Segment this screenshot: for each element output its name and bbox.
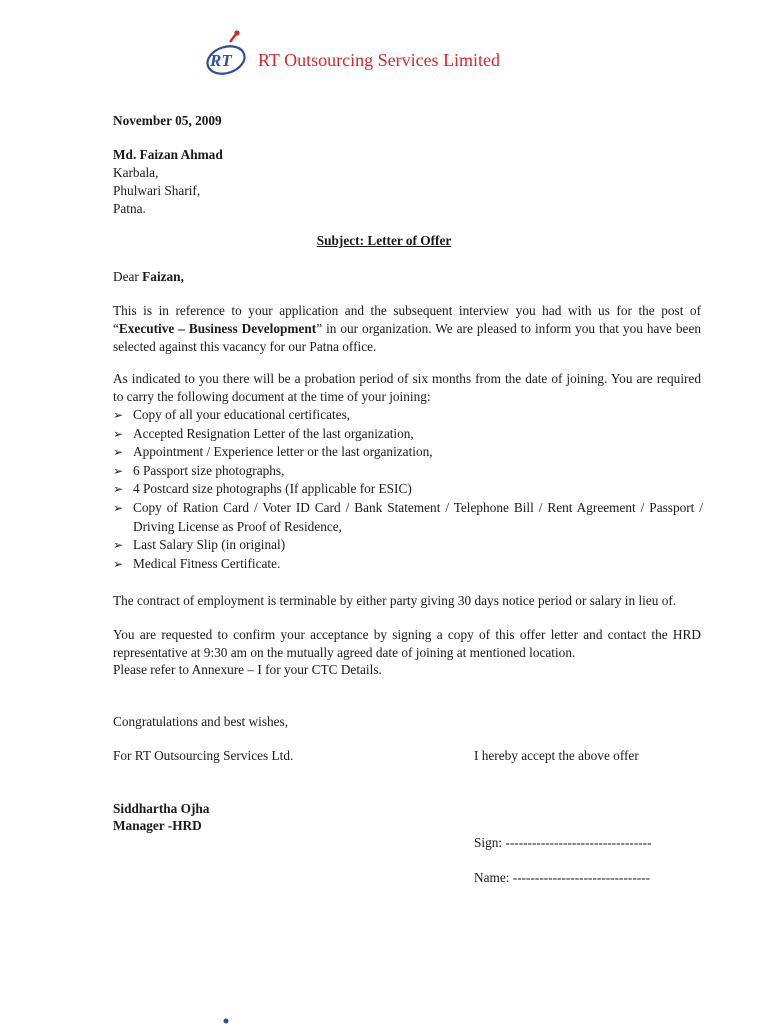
intro-paragraph	[113, 302, 701, 356]
list-item: ➢ Copy of all your educational certificates,	[113, 406, 703, 425]
position-title: Executive – Business Development	[118, 321, 317, 336]
salutation	[113, 268, 184, 286]
list-item: ➢ 4 Postcard size photographs (If applicable for ESIC)	[113, 480, 703, 499]
signatory-title: Manager -HRD	[113, 818, 202, 833]
subject-text: Subject: Letter of Offer	[316, 233, 452, 248]
list-item: ➢ Last Salary Slip (in original)	[113, 536, 703, 555]
intro-text-2: ” in our organization. We are pleased to inform you that you have been selected against this vacancy for our Patna office.	[113, 321, 701, 354]
documents-list	[113, 406, 703, 573]
arrow-bullet-icon: ➢	[113, 556, 124, 571]
letter-date: November 05, 2009	[113, 113, 222, 128]
acceptance-paragraph: You are requested to confirm your acceptance by signing a copy of this offer letter and contact the HRD representative at 9:30 am on the mutually agreed date of joining at mentioned location.	[113, 627, 701, 660]
list-item: ➢ Appointment / Experience letter or the last organization,	[113, 443, 703, 462]
salutation-name: Faizan,	[142, 269, 184, 284]
contract-paragraph: The contract of employment is terminable by either party giving 30 days notice period or salary in lieu of.	[113, 593, 677, 608]
company-name: RT Outsourcing Services Limited	[258, 50, 501, 70]
list-item: ➢ 6 Passport size photographs,	[113, 462, 703, 481]
list-item: ➢ Accepted Resignation Letter of the last organization,	[113, 425, 703, 444]
arrow-bullet-icon: ➢	[113, 445, 124, 460]
list-item: ➢ Medical Fitness Certificate.	[113, 555, 703, 574]
subject-heading	[0, 233, 768, 249]
accept-offer-text: I hereby accept the above offer	[474, 748, 639, 763]
arrow-bullet-icon: ➢	[113, 463, 124, 478]
recipient-address-line: Patna.	[113, 201, 146, 216]
intro-text-1: This is in reference to your application and the subsequent interview you had with us for the post of “	[113, 303, 701, 336]
ctc-note: Please refer to Annexure – I for your CTC Details.	[113, 662, 382, 677]
logo-text: RT	[210, 51, 232, 70]
signatory-name: Siddhartha Ojha	[113, 801, 210, 816]
next-page-logo-icon	[222, 1016, 230, 1024]
arrow-bullet-icon: ➢	[113, 538, 124, 553]
closing-line: Congratulations and best wishes,	[113, 714, 289, 729]
recipient-address-line: Karbala,	[113, 165, 159, 180]
list-item: ➢ Copy of Ration Card / Voter ID Card / Bank Statement / Telephone Bill / Rent Agreement / Passport / Driving License as Proof of Residence,	[113, 499, 703, 534]
name-line: Name: -------------------------------	[474, 870, 651, 885]
arrow-bullet-icon: ➢	[113, 482, 124, 497]
sign-line: Sign: ---------------------------------	[474, 835, 652, 850]
salutation-prefix: Dear	[113, 269, 143, 284]
recipient-name: Md. Faizan Ahmad	[113, 147, 223, 162]
arrow-bullet-icon: ➢	[113, 426, 124, 441]
arrow-bullet-icon: ➢	[113, 500, 124, 515]
rt-logo-icon	[200, 28, 260, 84]
recipient-address-line: Phulwari Sharif,	[113, 183, 201, 198]
for-company: For RT Outsourcing Services Ltd.	[113, 748, 294, 763]
company-logo	[200, 28, 520, 84]
arrow-bullet-icon: ➢	[113, 408, 124, 422]
probation-paragraph: As indicated to you there will be a probation period of six months from the date of joining. You are required to carry the following document at the time of your joining:	[113, 371, 701, 404]
